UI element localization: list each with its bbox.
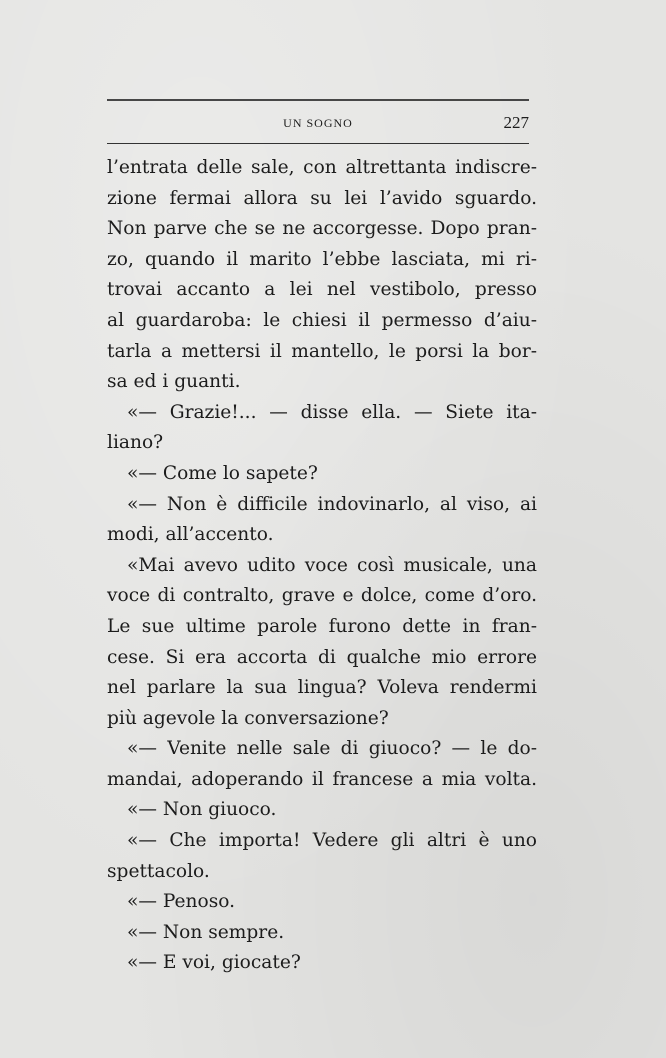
- text-line: «— Non è difficile indovinarlo, al viso, ai: [127, 493, 537, 515]
- text-line: mandai, adoperando il francese a mia volta.: [107, 768, 537, 790]
- top-rule: [107, 99, 529, 101]
- text-line: trovai accanto a lei nel vestibolo, presso: [107, 279, 537, 301]
- body-text: [107, 153, 537, 979]
- text-line: sa ed i guanti.: [107, 371, 241, 393]
- text-line: zo, quando il marito l’ebbe lasciata, mi ri-: [107, 248, 537, 270]
- text-line: «— Grazie!... — disse ella. — Siete ita-: [127, 401, 537, 423]
- text-line: cese. Si era accorta di qualche mio errore: [107, 646, 537, 668]
- page-number: 227: [503, 113, 529, 132]
- page-header: [107, 113, 529, 143]
- text-line: l’entrata delle sale, con altrettanta indiscre-: [107, 157, 537, 178]
- text-line: zione fermai allora su lei l’avido sguardo.: [107, 187, 537, 209]
- text-line: modi, all’accento.: [107, 524, 274, 546]
- text-line: «— E voi, giocate?: [127, 952, 301, 974]
- text-line: liano?: [107, 432, 164, 454]
- text-line: voce di contralto, grave e dolce, come d’oro.: [107, 585, 537, 607]
- text-line: al guardaroba: le chiesi il permesso d’aiu-: [107, 309, 537, 331]
- text-line: «— Non sempre.: [127, 921, 285, 943]
- text-line: Non parve che se ne accorgesse. Dopo pran-: [107, 218, 537, 240]
- text-line: nel parlare la sua lingua? Voleva rendermi: [107, 677, 537, 699]
- text-line: «— Che importa! Vedere gli altri è uno: [127, 830, 537, 852]
- text-line: Le sue ultime parole furono dette in fran-: [107, 615, 537, 637]
- text-line: «— Come lo sapete?: [127, 462, 318, 484]
- text-line: più agevole la conversazione?: [107, 707, 389, 729]
- text-line: «— Non giuoco.: [127, 799, 277, 821]
- text-line: «— Penoso.: [127, 891, 236, 913]
- header-rule: [107, 143, 529, 144]
- text-line: «Mai avevo udito voce così musicale, una: [127, 554, 537, 576]
- text-line: spettacolo.: [107, 860, 210, 882]
- running-title: UN SOGNO: [283, 116, 353, 130]
- text-line: tarla a mettersi il mantello, le porsi la bor-: [107, 340, 537, 362]
- text-line: «— Venite nelle sale di giuoco? — le do-: [127, 738, 537, 760]
